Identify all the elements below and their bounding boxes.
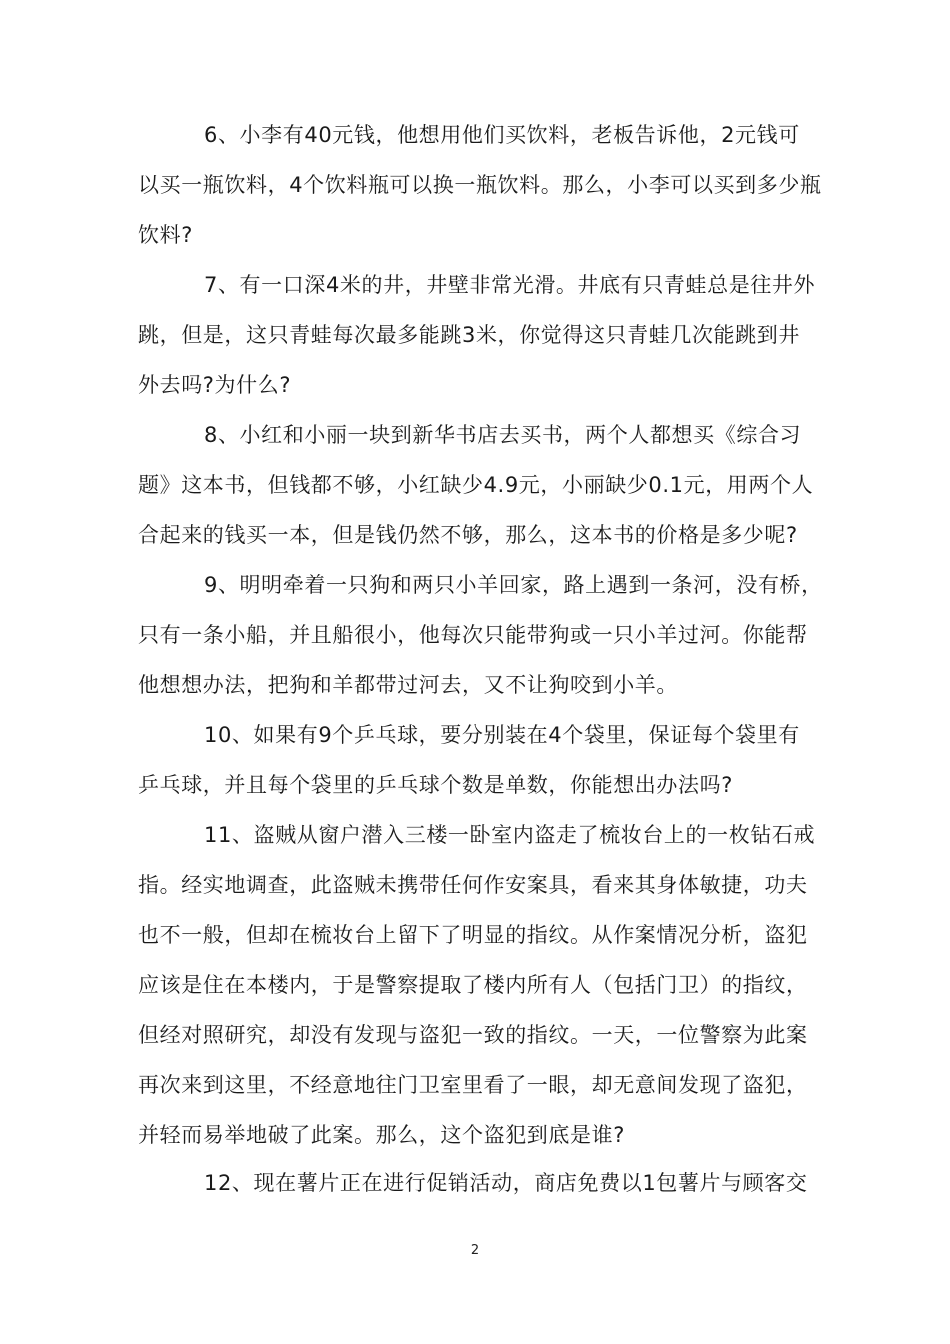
question-11-line-6: 再次来到这里，不经意地往门卫室里看了一眼，却无意间发现了盗犯， bbox=[138, 1073, 808, 1097]
question-11-line-3: 也不一般，但却在梳妆台上留下了明显的指纹。从作案情况分析，盗犯 bbox=[138, 923, 808, 947]
question-6-line-2: 以买一瓶饮料，4个饮料瓶可以换一瓶饮料。那么，小李可以买到多少瓶 bbox=[138, 173, 822, 197]
question-10-line-2: 乒乓球，并且每个袋里的乒乓球个数是单数，你能想出办法吗? bbox=[138, 773, 733, 797]
question-12-line-1: 12、现在薯片正在进行促销活动，商店免费以1包薯片与顾客交 bbox=[204, 1171, 808, 1195]
question-9-line-1: 9、明明牵着一只狗和两只小羊回家，路上遇到一条河，没有桥， bbox=[204, 573, 823, 597]
question-10-line-1: 10、如果有9个乒乓球，要分别装在4个袋里，保证每个袋里有 bbox=[204, 723, 800, 747]
question-8-line-3: 合起来的钱买一本，但是钱仍然不够，那么，这本书的价格是多少呢? bbox=[138, 523, 798, 547]
question-9-line-3: 他想想办法，把狗和羊都带过河去，又不让狗咬到小羊。 bbox=[138, 673, 678, 697]
question-7-line-3: 外去吗?为什么? bbox=[138, 373, 292, 397]
question-11-line-4: 应该是住在本楼内，于是警察提取了楼内所有人（包括门卫）的指纹， bbox=[138, 973, 808, 997]
question-11-line-5: 但经对照研究，却没有发现与盗犯一致的指纹。一天，一位警察为此案 bbox=[138, 1023, 808, 1047]
question-11-line-7: 并轻而易举地破了此案。那么，这个盗犯到底是谁? bbox=[138, 1123, 625, 1147]
question-6-line-3: 饮料? bbox=[138, 223, 193, 247]
question-9-line-2: 只有一条小船，并且船很小，他每次只能带狗或一只小羊过河。你能帮 bbox=[138, 623, 808, 647]
question-8-line-2: 题》这本书，但钱都不够，小红缺少4.9元，小丽缺少0.1元，用两个人 bbox=[138, 473, 814, 497]
page-number: 2 bbox=[470, 1243, 480, 1258]
question-6-line-1: 6、小李有40元钱，他想用他们买饮料，老板告诉他，2元钱可 bbox=[204, 123, 800, 147]
question-7-line-1: 7、有一口深4米的井，井壁非常光滑。井底有只青蛙总是往井外 bbox=[204, 273, 816, 297]
question-7-line-2: 跳，但是，这只青蛙每次最多能跳3米，你觉得这只青蛙几次能跳到井 bbox=[138, 323, 800, 347]
question-11-line-2: 指。经实地调查，此盗贼未携带任何作安案具，看来其身体敏捷，功夫 bbox=[138, 873, 808, 897]
question-11-line-1: 11、盗贼从窗户潜入三楼一卧室内盗走了梳妆台上的一枚钻石戒 bbox=[204, 823, 816, 847]
question-8-line-1: 8、小红和小丽一块到新华书店去买书，两个人都想买《综合习 bbox=[204, 423, 802, 447]
